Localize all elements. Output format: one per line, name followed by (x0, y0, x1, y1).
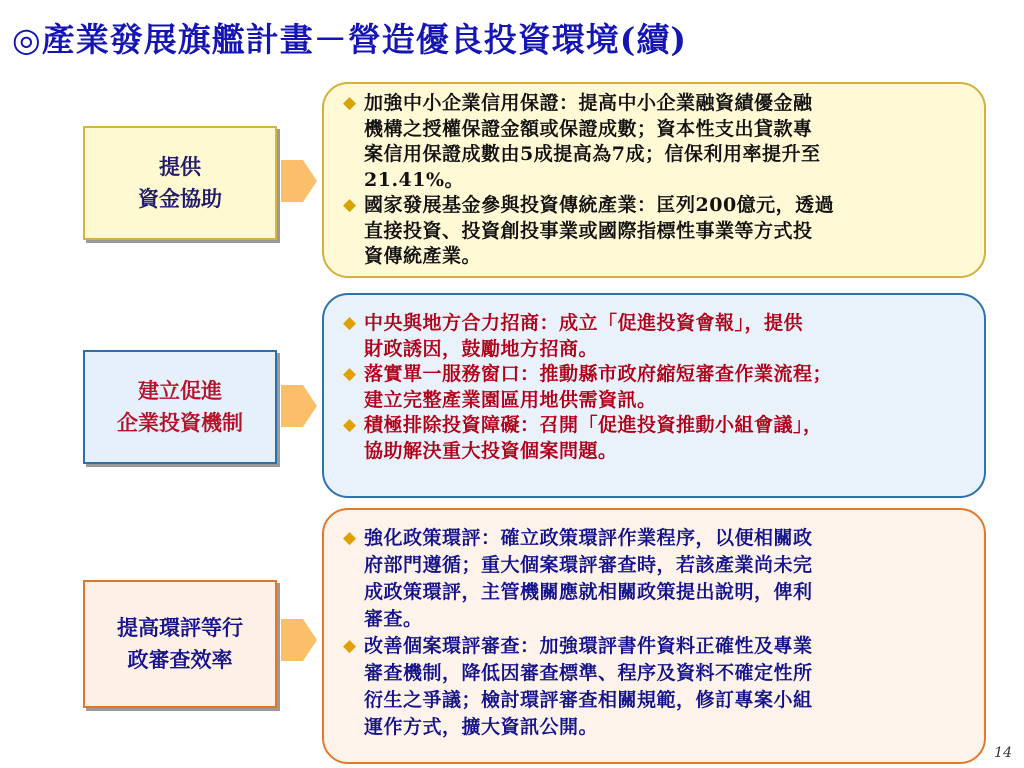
bullet-line: 改善個案環評審查：加強環評書件資料正確性及專業 (364, 635, 813, 657)
bullet-item (342, 413, 968, 464)
diamond-bullet-icon: ◆ (343, 415, 357, 435)
funding-details-panel (322, 82, 986, 278)
bullet-line: 積極排除投資障礙：召開「促進投資推動小組會議」， (364, 414, 823, 436)
bullet-item (342, 91, 968, 193)
bullet-line: 機構之授權保證金額或保證成數；資本性支出貸款專 (364, 117, 813, 140)
bullet-line: 成政策環評，主管機關應就相關政策提出說明，俾利 (364, 581, 813, 603)
bullet-line: 21.41%。 (364, 168, 465, 191)
bullet-line: 中央與地方合力招商：成立「促進投資會報」，提供 (364, 312, 804, 334)
slide-title: ◎產業發展旗艦計畫－營造優良投資環境(續) (12, 20, 688, 59)
bullet-line: 案信用保證成數由5成提高為7成；信保利用率提升至 (364, 143, 821, 165)
pentagon-arrow-icon (279, 383, 319, 429)
pentagon-arrow-icon (279, 617, 319, 663)
bullet-line: 國家發展基金參與投資傳統產業：匡列200億元，透過 (364, 194, 835, 216)
bullet-item (342, 362, 968, 413)
diamond-bullet-icon: ◆ (343, 528, 357, 548)
diamond-bullet-icon: ◆ (343, 93, 357, 113)
bullet-item (342, 311, 968, 362)
label-eia-efficiency (83, 580, 277, 708)
page-number: 14 (994, 745, 1012, 761)
label-line: 資金協助 (138, 186, 222, 211)
label-line: 提高環評等行 (117, 615, 243, 640)
bullet-line: 府部門遵循；重大個案環評審查時，若該產業尚未完 (364, 554, 813, 576)
bullet-line: 建立完整產業園區用地供需資訊。 (364, 388, 657, 411)
bullet-line: 審查機制，降低因審查標準、程序及資料不確定性所 (364, 662, 813, 684)
bullet-item (342, 193, 968, 270)
bullet-line: 財政誘因，鼓勵地方招商。 (364, 337, 599, 360)
pentagon-arrow-icon (279, 158, 319, 204)
label-investment-mechanism (83, 350, 277, 464)
bullet-line: 協助解決重大投資個案問題。 (364, 439, 618, 462)
bullet-item (342, 525, 968, 633)
bullet-line: 審查。 (364, 608, 423, 630)
label-line: 企業投資機制 (117, 410, 243, 435)
diamond-bullet-icon: ◆ (343, 313, 357, 333)
bullet-line: 強化政策環評：確立政策環評作業程序，以便相關政 (364, 527, 813, 549)
diamond-bullet-icon: ◆ (343, 364, 357, 384)
label-line: 政審查效率 (127, 647, 233, 672)
investment-details-panel (322, 293, 986, 498)
label-line: 提供 (159, 154, 201, 179)
label-line: 建立促進 (138, 378, 222, 403)
bullet-line: 直接投資、投資創投事業或國際指標性事業等方式投 (364, 219, 813, 242)
bullet-line: 衍生之爭議；檢討環評審查相關規範，修訂專案小組 (364, 689, 813, 711)
diamond-bullet-icon: ◆ (343, 636, 357, 656)
bullet-line: 資傳統產業。 (364, 245, 482, 267)
bullet-line: 加強中小企業信用保證：提高中小企業融資績優金融 (364, 92, 813, 114)
label-funding-assistance (83, 126, 277, 240)
bullet-line: 運作方式，擴大資訊公開。 (364, 716, 599, 738)
bullet-line: 落實單一服務窗口：推動縣市政府縮短審查作業流程； (364, 363, 833, 385)
diamond-bullet-icon: ◆ (343, 195, 357, 215)
bullet-item (342, 633, 968, 741)
eia-details-panel (322, 508, 986, 764)
